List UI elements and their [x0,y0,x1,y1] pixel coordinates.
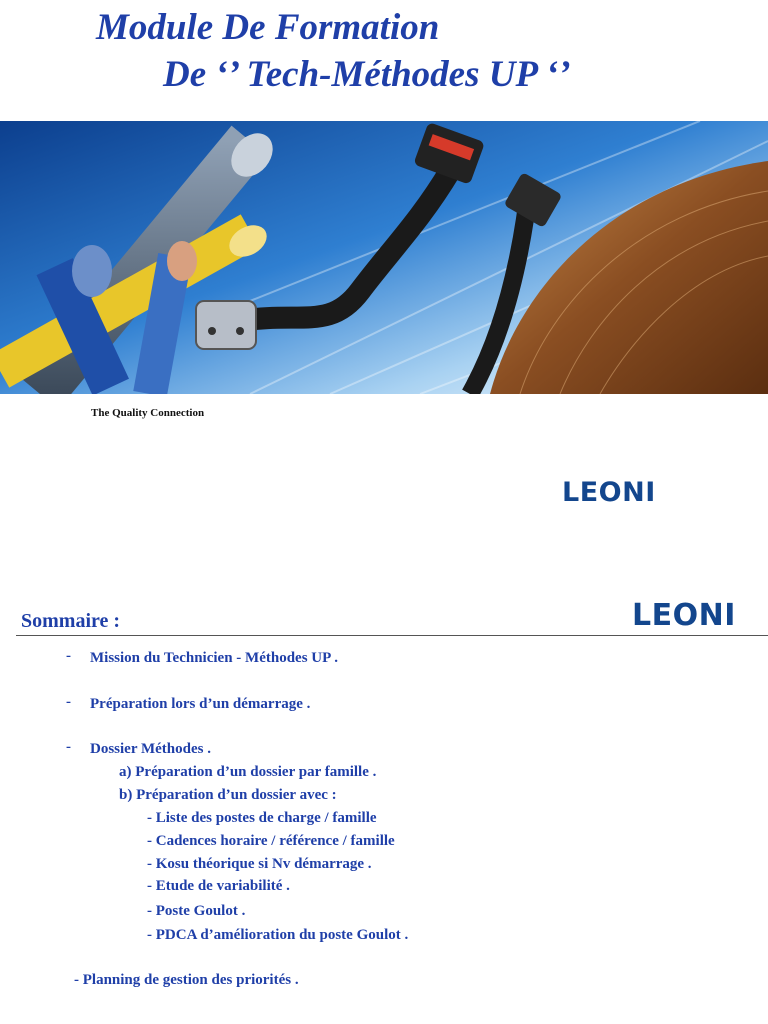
list-item: - Liste des postes de charge / famille [147,810,377,826]
slide-sommaire [0,590,768,1024]
title-line-2: De ‘’ Tech-Méthodes UP ‘’ [163,54,571,95]
list-item: - Etude de variabilité . [147,878,290,894]
leoni-logo-2: LEONI [632,598,736,633]
bullet-dash: - [66,694,71,710]
sub-item-a: a) Préparation d’un dossier par famille . [119,764,377,780]
bullet-preparation: Préparation lors d’un démarrage . [90,696,311,712]
tagline: The Quality Connection [91,407,205,419]
leoni-logo: LEONI [562,477,656,508]
sub-item-b: b) Préparation d’un dossier avec : [119,787,337,803]
heading-divider [16,635,768,636]
bullet-dossier: Dossier Méthodes . [90,741,211,757]
sommaire-heading: Sommaire : [21,610,121,632]
bullet-dash: - [66,739,71,755]
list-item: - Poste Goulot . [147,903,246,919]
bullet-mission: Mission du Technicien - Méthodes UP . [90,650,338,666]
list-item: - Kosu théorique si Nv démarrage . [147,856,372,872]
cables-illustration [0,121,768,394]
list-item: - Cadences horaire / référence / famille [147,833,395,849]
list-item: - PDCA d’amélioration du poste Goulot . [147,927,409,943]
title-line-1: Module De Formation [96,7,440,48]
bullet-dash: - [66,648,71,664]
cables-banner-image [0,121,768,394]
bullet-planning: - Planning de gestion des priorités . [74,972,299,988]
